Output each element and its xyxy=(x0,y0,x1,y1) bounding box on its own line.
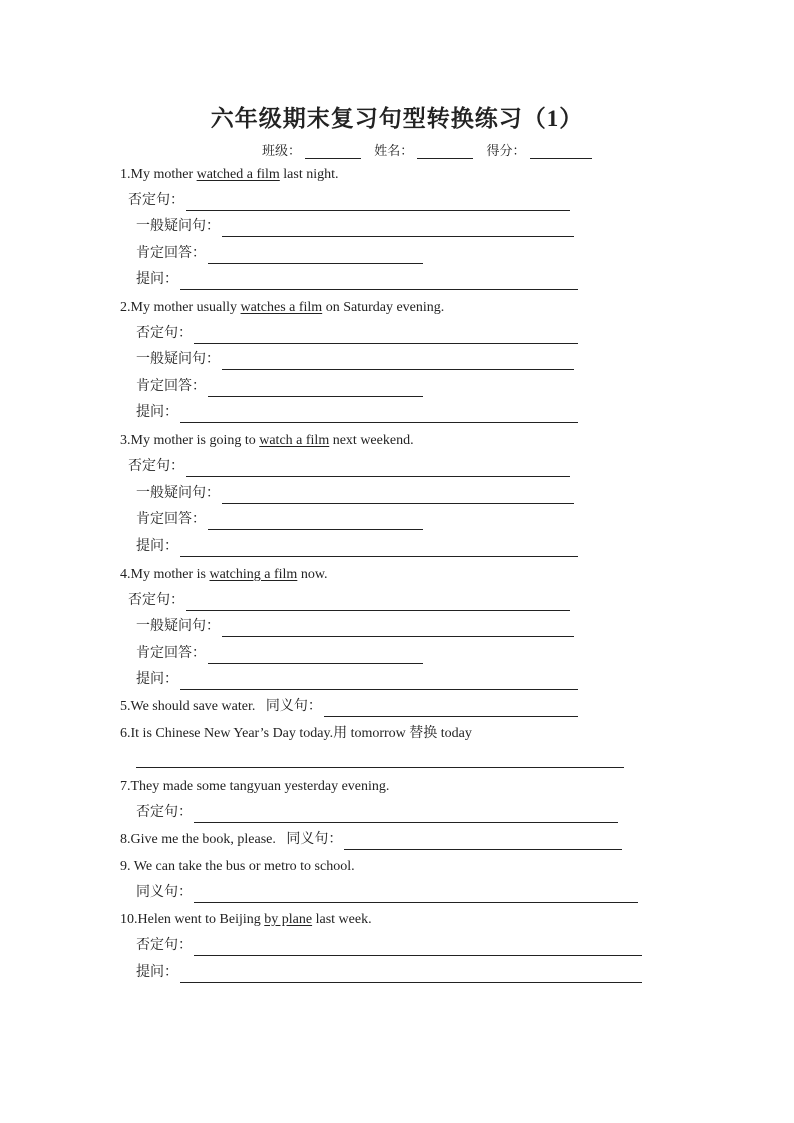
question-5: 5.We should save water. 同义句： xyxy=(120,697,578,717)
answer-blank[interactable] xyxy=(180,273,578,290)
q4-yesno: 一般疑问句： xyxy=(136,617,574,637)
underlined-phrase: watched a film xyxy=(196,167,280,182)
question-1: 1.My mother watched a film last night. xyxy=(120,165,339,185)
answer-blank[interactable] xyxy=(222,220,574,237)
answer-blank[interactable] xyxy=(208,247,423,264)
question-7: 7.They made some tangyuan yesterday evening. xyxy=(120,779,390,794)
answer-blank[interactable] xyxy=(222,620,574,637)
answer-blank[interactable] xyxy=(194,806,618,823)
answer-blank[interactable] xyxy=(186,594,570,611)
underlined-phrase: watches a film xyxy=(240,300,323,315)
class-label: 班级： xyxy=(262,143,302,158)
q4-negative: 否定句： xyxy=(128,591,570,611)
question-3: 3.My mother is going to watch a film next weekend. xyxy=(120,431,414,451)
q10-negative: 否定句： xyxy=(136,936,642,956)
answer-blank[interactable] xyxy=(180,406,578,423)
question-2: 2.My mother usually watches a film on Saturday evening. xyxy=(120,298,444,318)
answer-blank[interactable] xyxy=(208,513,423,530)
answer-blank[interactable] xyxy=(186,194,570,211)
score-label: 得分： xyxy=(486,143,526,158)
q2-wh-question: 提问： xyxy=(136,403,578,423)
answer-blank[interactable] xyxy=(180,540,578,557)
question-9: 9. We can take the bus or metro to school. xyxy=(120,859,355,874)
answer-blank[interactable] xyxy=(194,886,638,903)
answer-blank[interactable] xyxy=(344,833,622,850)
answer-blank[interactable] xyxy=(208,380,423,397)
q3-negative: 否定句： xyxy=(128,457,570,477)
q2-yesno: 一般疑问句： xyxy=(136,350,574,370)
answer-blank[interactable] xyxy=(324,700,578,717)
answer-blank[interactable] xyxy=(222,353,574,370)
answer-blank[interactable] xyxy=(194,327,578,344)
question-4: 4.My mother is watching a film now. xyxy=(120,565,328,585)
q1-negative: 否定句： xyxy=(128,191,570,211)
underlined-phrase: watching a film xyxy=(209,567,298,582)
student-info-row xyxy=(262,140,602,159)
q7-negative: 否定句： xyxy=(136,803,618,823)
q9-synonym: 同义句： xyxy=(136,883,638,903)
answer-blank[interactable] xyxy=(180,673,578,690)
answer-blank[interactable] xyxy=(208,647,423,664)
answer-blank[interactable] xyxy=(194,939,642,956)
underlined-phrase: by plane xyxy=(264,912,313,927)
q4-short-answer: 肯定回答： xyxy=(136,644,423,664)
q10-wh-question: 提问： xyxy=(136,963,642,983)
q1-short-answer: 肯定回答： xyxy=(136,244,423,264)
q3-wh-question: 提问： xyxy=(136,537,578,557)
question-10: 10.Helen went to Beijing by plane last week. xyxy=(120,910,372,930)
page-title: 六年级期末复习句型转换练习（1） xyxy=(210,106,584,131)
q3-yesno: 一般疑问句： xyxy=(136,484,574,504)
q4-wh-question: 提问： xyxy=(136,670,578,690)
q2-short-answer: 肯定回答： xyxy=(136,377,423,397)
score-blank[interactable] xyxy=(530,144,592,159)
answer-blank[interactable] xyxy=(180,966,642,983)
answer-blank[interactable] xyxy=(222,487,574,504)
name-blank[interactable] xyxy=(417,144,473,159)
answer-blank[interactable] xyxy=(186,460,570,477)
class-blank[interactable] xyxy=(305,144,361,159)
question-8: 8.Give me the book, please. 同义句： xyxy=(120,830,622,850)
q1-yesno: 一般疑问句： xyxy=(136,217,574,237)
q2-negative: 否定句： xyxy=(136,324,578,344)
q6-answer-blank[interactable] xyxy=(136,767,624,768)
underlined-phrase: watch a film xyxy=(259,433,330,448)
q3-short-answer: 肯定回答： xyxy=(136,510,423,530)
q1-wh-question: 提问： xyxy=(136,270,578,290)
name-label: 姓名： xyxy=(374,143,414,158)
question-6: 6.It is Chinese New Year’s Day today.用 tomorrow 替换 today xyxy=(120,726,472,741)
